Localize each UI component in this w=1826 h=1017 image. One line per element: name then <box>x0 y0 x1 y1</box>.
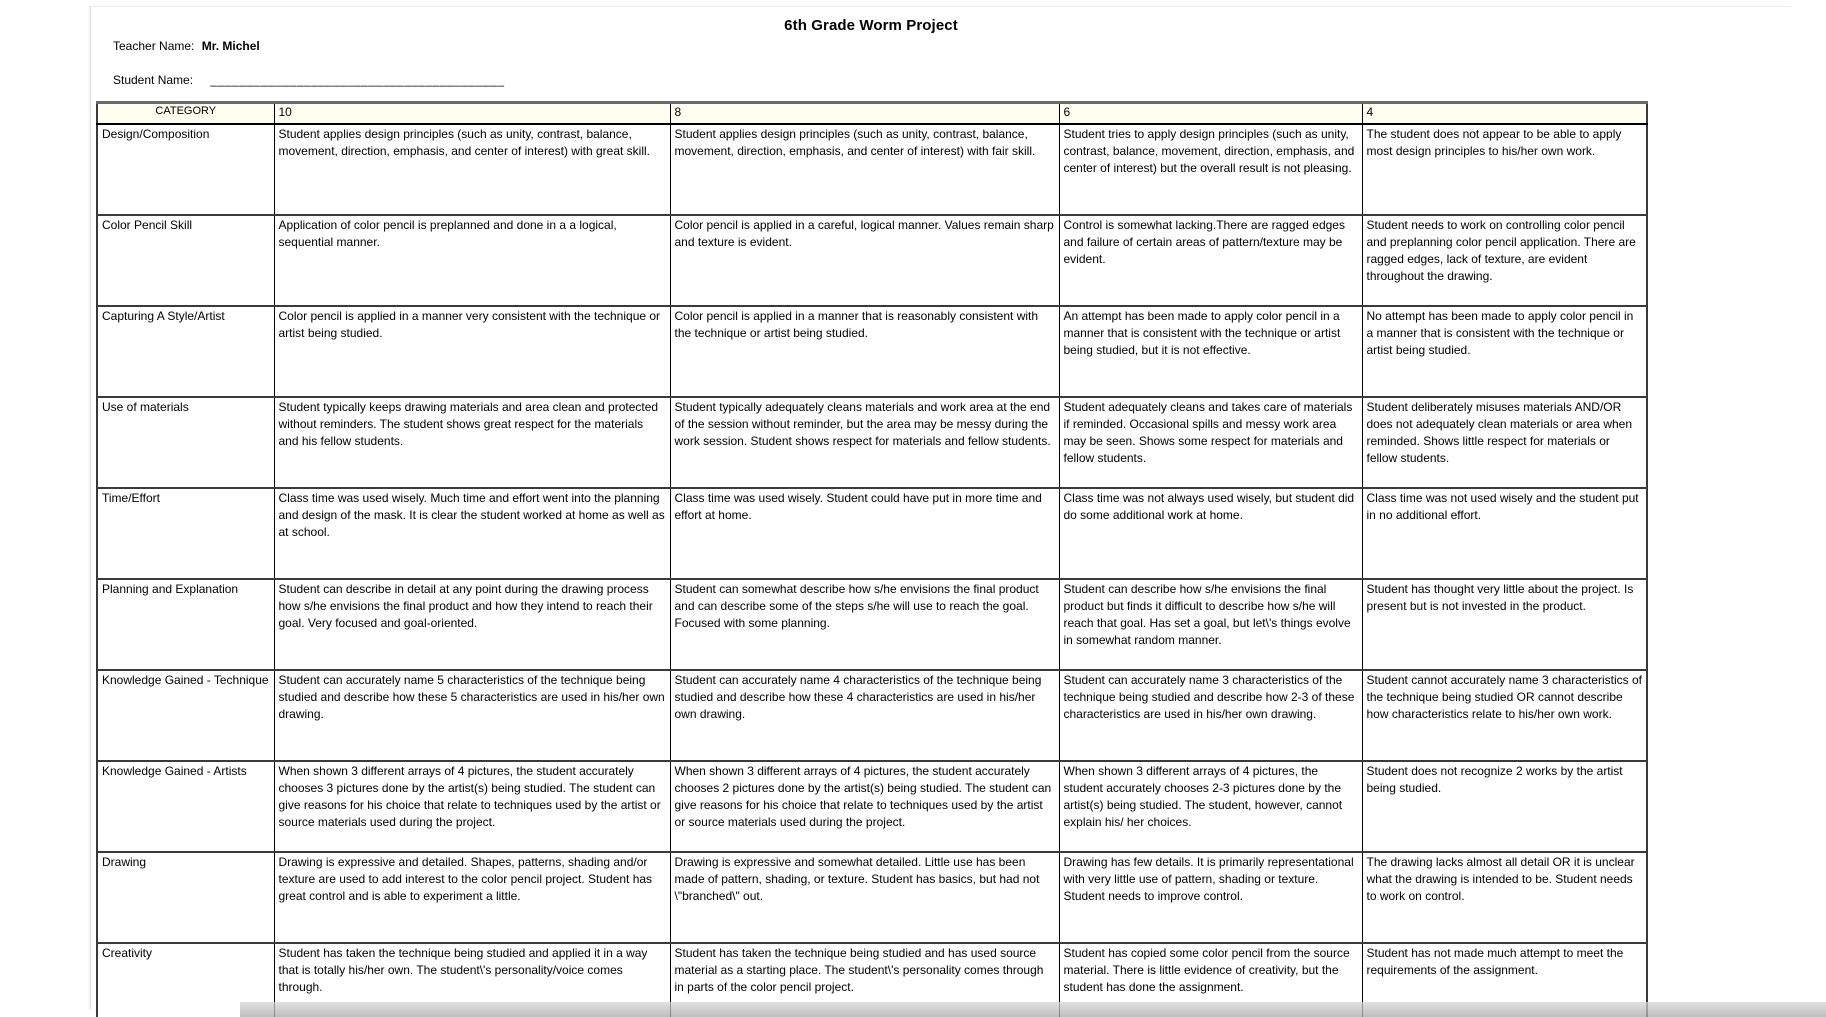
level-cell: Class time was used wisely. Student could have put in more time and effort at home. <box>670 488 1059 579</box>
level-cell: Student can accurately name 3 characteristics of the technique being studied and describe how 2-3 of these characteristics are used in his/her own drawing. <box>1059 670 1362 761</box>
level-cell: The student does not appear to be able to apply most design principles to his/her own work. <box>1362 124 1647 215</box>
rubric-row <box>97 761 1647 852</box>
header-score-4: 4 <box>1362 103 1647 125</box>
category-cell: Use of materials <box>97 397 274 488</box>
student-name-blank: _________________________________________ <box>210 73 505 87</box>
level-cell: Student typically keeps drawing materials and area clean and protected without reminders. The student shows great respect for the materials and his fellow students. <box>274 397 670 488</box>
level-cell: Student has thought very little about the project. Is present but is not invested in the product. <box>1362 579 1647 670</box>
level-cell: An attempt has been made to apply color pencil in a manner that is consistent with the technique or artist being studied, but it is not effective. <box>1059 306 1362 397</box>
level-cell: Class time was used wisely. Much time and effort went into the planning and design of the mask. It is clear the student worked at home as well as at school. <box>274 488 670 579</box>
rubric-table <box>96 101 1648 1017</box>
level-cell: Color pencil is applied in a careful, logical manner. Values remain sharp and texture is evident. <box>670 215 1059 306</box>
level-cell: Student applies design principles (such as unity, contrast, balance, movement, direction, emphasis, and center of interest) with fair skill. <box>670 124 1059 215</box>
level-cell: Student can describe how s/he envisions the final product but finds it difficult to describe how s/he will reach that goal. Has set a goal, but let\'s things evolve in somewhat random manner. <box>1059 579 1362 670</box>
rubric-row <box>97 488 1647 579</box>
category-cell: Design/Composition <box>97 124 274 215</box>
level-cell: Student can somewhat describe how s/he envisions the final product and can describe some of the steps s/he will use to reach the goal. Focused with some planning. <box>670 579 1059 670</box>
window-bottom-edge <box>240 1002 1826 1017</box>
teacher-name-label: Teacher Name: <box>113 39 195 53</box>
level-cell: Student tries to apply design principles (such as unity, contrast, balance, movement, direction, emphasis, and center of interest) but the overall result is not pleasing. <box>1059 124 1362 215</box>
student-name-line <box>113 73 505 87</box>
document-page <box>90 6 1791 1009</box>
category-cell: Knowledge Gained - Artists <box>97 761 274 852</box>
level-cell: Drawing has few details. It is primarily representational with very little use of pattern, shading or texture. Student needs to improve control. <box>1059 852 1362 943</box>
level-cell: Student needs to work on controlling color pencil and preplanning color pencil application. There are ragged edges, lack of texture, are evident throughout the drawing. <box>1362 215 1647 306</box>
level-cell: Student does not recognize 2 works by the artist being studied. <box>1362 761 1647 852</box>
rubric-row <box>97 306 1647 397</box>
level-cell: When shown 3 different arrays of 4 pictures, the student accurately chooses 3 pictures done by the artist(s) being studied. The student can give reasons for his choice that relate to techniques used by the artist or source materials used during the project. <box>274 761 670 852</box>
level-cell: Student adequately cleans and takes care of materials if reminded. Occasional spills and messy work area may be seen. Shows some respect for materials and fellow students. <box>1059 397 1362 488</box>
rubric-row <box>97 124 1647 215</box>
category-cell: Creativity <box>97 943 274 1017</box>
level-cell: Class time was not always used wisely, but student did do some additional work at home. <box>1059 488 1362 579</box>
rubric-row <box>97 215 1647 306</box>
level-cell: Student has not made much attempt to meet the requirements of the assignment. <box>1362 943 1647 1017</box>
level-cell: Student applies design principles (such as unity, contrast, balance, movement, direction, emphasis, and center of interest) with great skill. <box>274 124 670 215</box>
level-cell: Control is somewhat lacking.There are ragged edges and failure of certain areas of pattern/texture may be evident. <box>1059 215 1362 306</box>
page-title: 6th Grade Worm Project <box>784 17 958 34</box>
rubric-row <box>97 670 1647 761</box>
category-cell: Planning and Explanation <box>97 579 274 670</box>
rubric-row <box>97 397 1647 488</box>
level-cell: The drawing lacks almost all detail OR it is unclear what the drawing is intended to be. Student needs to work on control. <box>1362 852 1647 943</box>
teacher-name-value: Mr. Michel <box>201 39 260 53</box>
rubric-row <box>97 852 1647 943</box>
level-cell: Student has taken the technique being studied and applied it in a way that is totally his/her own. The student\'s personality/voice comes through. <box>274 943 670 1017</box>
rubric-header-row <box>97 103 1647 125</box>
level-cell: When shown 3 different arrays of 4 pictures, the student accurately chooses 2-3 pictures done by the artist(s) being studied. The student, however, cannot explain his/ her choices. <box>1059 761 1362 852</box>
category-cell: Drawing <box>97 852 274 943</box>
category-cell: Capturing A Style/Artist <box>97 306 274 397</box>
category-cell: Knowledge Gained - Technique <box>97 670 274 761</box>
level-cell: Drawing is expressive and somewhat detailed. Little use has been made of pattern, shading, or texture. Student has basics, but had not \"branched\" out. <box>670 852 1059 943</box>
header-score-10: 10 <box>274 103 670 125</box>
level-cell: Drawing is expressive and detailed. Shapes, patterns, shading and/or texture are used to add interest to the color pencil project. Student has great control and is able to experiment a little. <box>274 852 670 943</box>
level-cell: Application of color pencil is preplanned and done in a a logical, sequential manner. <box>274 215 670 306</box>
header-score-6: 6 <box>1059 103 1362 125</box>
level-cell: No attempt has been made to apply color pencil in a manner that is consistent with the technique or artist being studied. <box>1362 306 1647 397</box>
level-cell: Student has copied some color pencil from the source material. There is little evidence of creativity, but the student has done the assignment. <box>1059 943 1362 1017</box>
rubric-row <box>97 579 1647 670</box>
level-cell: Class time was not used wisely and the student put in no additional effort. <box>1362 488 1647 579</box>
header-category: CATEGORY <box>97 103 274 125</box>
level-cell: Student has taken the technique being studied and has used source material as a starting place. The student\'s personality comes through in parts of the color pencil project. <box>670 943 1059 1017</box>
level-cell: Student deliberately misuses materials AND/OR does not adequately clean materials or area when reminded. Shows little respect for materials or fellow students. <box>1362 397 1647 488</box>
level-cell: Color pencil is applied in a manner very consistent with the technique or artist being studied. <box>274 306 670 397</box>
level-cell: Student typically adequately cleans materials and work area at the end of the session without reminder, but the area may be messy during the work session. Student shows respect for materials and fellow students. <box>670 397 1059 488</box>
student-name-label: Student Name: <box>113 73 194 87</box>
category-cell: Time/Effort <box>97 488 274 579</box>
header-score-8: 8 <box>670 103 1059 125</box>
level-cell: Student can describe in detail at any point during the drawing process how s/he envisions the final product and how they intend to reach their goal. Very focused and goal-oriented. <box>274 579 670 670</box>
category-cell: Color Pencil Skill <box>97 215 274 306</box>
level-cell: Student can accurately name 5 characteristics of the technique being studied and describe how these 5 characteristics are used in his/her own drawing. <box>274 670 670 761</box>
teacher-name-line <box>113 39 260 53</box>
level-cell: Student cannot accurately name 3 characteristics of the technique being studied OR cannot describe how characteristics relate to his/her own work. <box>1362 670 1647 761</box>
level-cell: When shown 3 different arrays of 4 pictures, the student accurately chooses 2 pictures done by the artist(s) being studied. The student can give reasons for his choice that relate to techniques used by the artist or source materials used during the project. <box>670 761 1059 852</box>
level-cell: Student can accurately name 4 characteristics of the technique being studied and describe how these 4 characteristics are used in his/her own drawing. <box>670 670 1059 761</box>
level-cell: Color pencil is applied in a manner that is reasonably consistent with the technique or artist being studied. <box>670 306 1059 397</box>
